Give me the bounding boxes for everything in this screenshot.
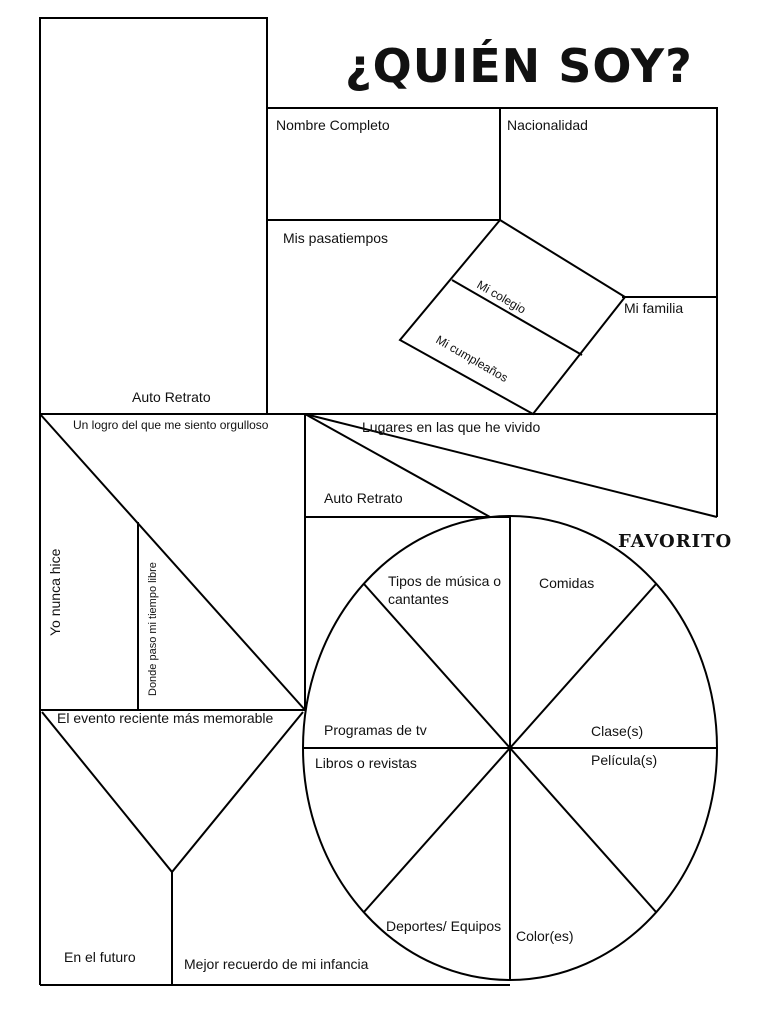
fav-colors-label: Color(es)	[516, 928, 574, 944]
nationality-label: Nacionalidad	[507, 117, 588, 133]
never-did-label: Yo nunca hice	[47, 548, 63, 636]
free-time-label: Donde paso mi tiempo libre	[147, 562, 159, 696]
full-name-label: Nombre Completo	[276, 117, 390, 133]
fav-music-label-line2: cantantes	[388, 591, 449, 607]
school-label: Mi colegio	[474, 277, 529, 317]
self-portrait-mid-label: Auto Retrato	[324, 490, 403, 506]
childhood-memory-label: Mejor recuerdo de mi infancia	[184, 956, 369, 972]
achievement-diagonal	[40, 414, 305, 710]
school-birthday-parallelogram	[400, 220, 625, 414]
fav-tv-label: Programas de tv	[324, 722, 427, 738]
school-birthday-divider	[452, 280, 582, 355]
fav-movies-label: Película(s)	[591, 752, 658, 768]
recent-event-label: El evento reciente más memorable	[57, 710, 274, 726]
proud-achievement-label: Un logro del que me siento orgulloso	[73, 418, 269, 432]
recent-event-triangle	[42, 712, 303, 872]
hobbies-label: Mis pasatiempos	[283, 230, 389, 246]
fav-music-label-line1: Tipos de música o	[388, 573, 502, 589]
fav-classes-label: Clase(s)	[591, 723, 644, 739]
birthday-label: Mi cumpleaños	[433, 332, 511, 385]
family-label: Mi familia	[624, 300, 684, 316]
nationality-box	[500, 108, 717, 297]
fav-books-label: Libros o revistas	[315, 755, 417, 771]
places-lived-label: Lugares en las que he vivido	[362, 419, 541, 435]
worksheet-title: ¿QUIÉN SOY?	[345, 39, 693, 93]
fav-food-label: Comidas	[539, 575, 595, 591]
future-label: En el futuro	[64, 949, 136, 965]
self-portrait-top-label: Auto Retrato	[132, 389, 211, 405]
fav-sports-label: Deportes/ Equipos	[386, 918, 502, 934]
self-portrait-top-box	[40, 18, 267, 414]
favorites-heading: FAVORITO	[618, 531, 733, 552]
